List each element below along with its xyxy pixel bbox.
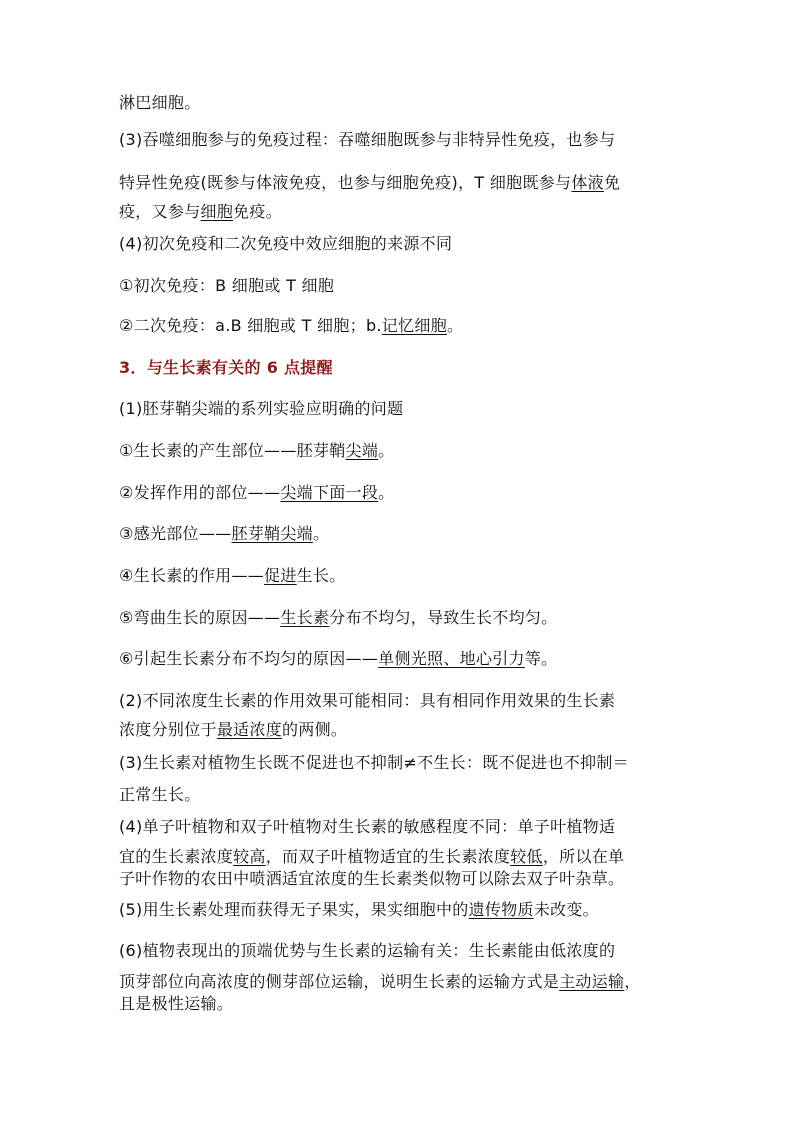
text-line: ③感光部位——胚芽鞘尖端。 — [119, 524, 330, 543]
text-line: (4)初次免疫和二次免疫中效应细胞的来源不同 — [119, 234, 453, 253]
answer-blank: 体液 — [571, 173, 604, 192]
text-line: ⑥引起生长素分布不均匀的原因——单侧光照、地心引力等。 — [119, 649, 558, 668]
text-line: 顶芽部位向高浓度的侧芽部位运输，说明生长素的运输方式是主动运输， — [119, 972, 641, 991]
text-line: 浓度分别位于最适浓度的两侧。 — [119, 720, 348, 739]
answer-blank: 尖端下面一段 — [280, 483, 379, 502]
text-line: ②发挥作用的部位——尖端下面一段。 — [119, 483, 395, 502]
text-line: 特异性免疫(既参与体液免疫，也参与细胞免疫)，T 细胞既参与体液免 — [119, 173, 621, 192]
text-line: (1)胚芽鞘尖端的系列实验应明确的问题 — [119, 399, 404, 418]
text-line: ①生长素的产生部位——胚芽鞘尖端。 — [119, 441, 395, 460]
text-line: (3)生长素对植物生长既不促进也不抑制≠不生长：既不促进也不抑制＝ — [119, 753, 629, 772]
answer-blank: 生长素 — [280, 608, 330, 627]
text-line: 且是极性运输。 — [119, 994, 234, 1013]
text-line: (6)植物表现出的顶端优势与生长素的运输有关：生长素能由低浓度的 — [119, 941, 616, 960]
answer-blank: 促进 — [264, 566, 297, 585]
text-line: ⑤弯曲生长的原因——生长素分布不均匀，导致生长不均匀。 — [119, 608, 558, 627]
answer-blank: 胚芽鞘尖端 — [231, 524, 313, 543]
section-heading: 3．与生长素有关的 6 点提醒 — [119, 358, 333, 377]
text-line: ④生长素的作用——促进生长。 — [119, 566, 346, 585]
text-line: (4)单子叶植物和双子叶植物对生长素的敏感程度不同：单子叶植物适 — [119, 817, 616, 836]
text-line: 子叶作物的农田中喷洒适宜浓度的生长素类似物可以除去双子叶杂草。 — [119, 869, 625, 888]
answer-blank: 尖端 — [345, 441, 379, 460]
text-line: 疫，又参与细胞免疫。 — [119, 202, 283, 221]
answer-blank: 单侧光照、地心引力 — [378, 649, 525, 668]
text-line: (3)吞噬细胞参与的免疫过程：吞噬细胞既参与非特异性免疫，也参与 — [119, 130, 616, 149]
answer-blank: 最适浓度 — [216, 720, 283, 739]
answer-blank: 较高 — [233, 847, 266, 866]
text-line: 淋巴细胞。 — [119, 93, 201, 112]
text-line: (2)不同浓度生长素的作用效果可能相同：具有相同作用效果的生长素 — [119, 691, 616, 710]
answer-blank: 较低 — [510, 847, 543, 866]
text-line: ①初次免疫：B 细胞或 T 细胞 — [119, 276, 335, 295]
text-line: ②二次免疫：a.B 细胞或 T 细胞；b.记忆细胞。 — [119, 316, 464, 335]
answer-blank: 遗传物质 — [468, 900, 534, 919]
answer-blank: 细胞 — [200, 202, 234, 221]
text-line: 宜的生长素浓度较高，而双子叶植物适宜的生长素浓度较低，所以在单 — [119, 847, 625, 866]
text-line: 正常生长。 — [119, 785, 201, 804]
text-line: (5)用生长素处理而获得无子果实，果实细胞中的遗传物质未改变。 — [119, 900, 599, 919]
answer-blank: 记忆细胞 — [381, 316, 447, 335]
answer-blank: 主动运输 — [559, 972, 625, 991]
